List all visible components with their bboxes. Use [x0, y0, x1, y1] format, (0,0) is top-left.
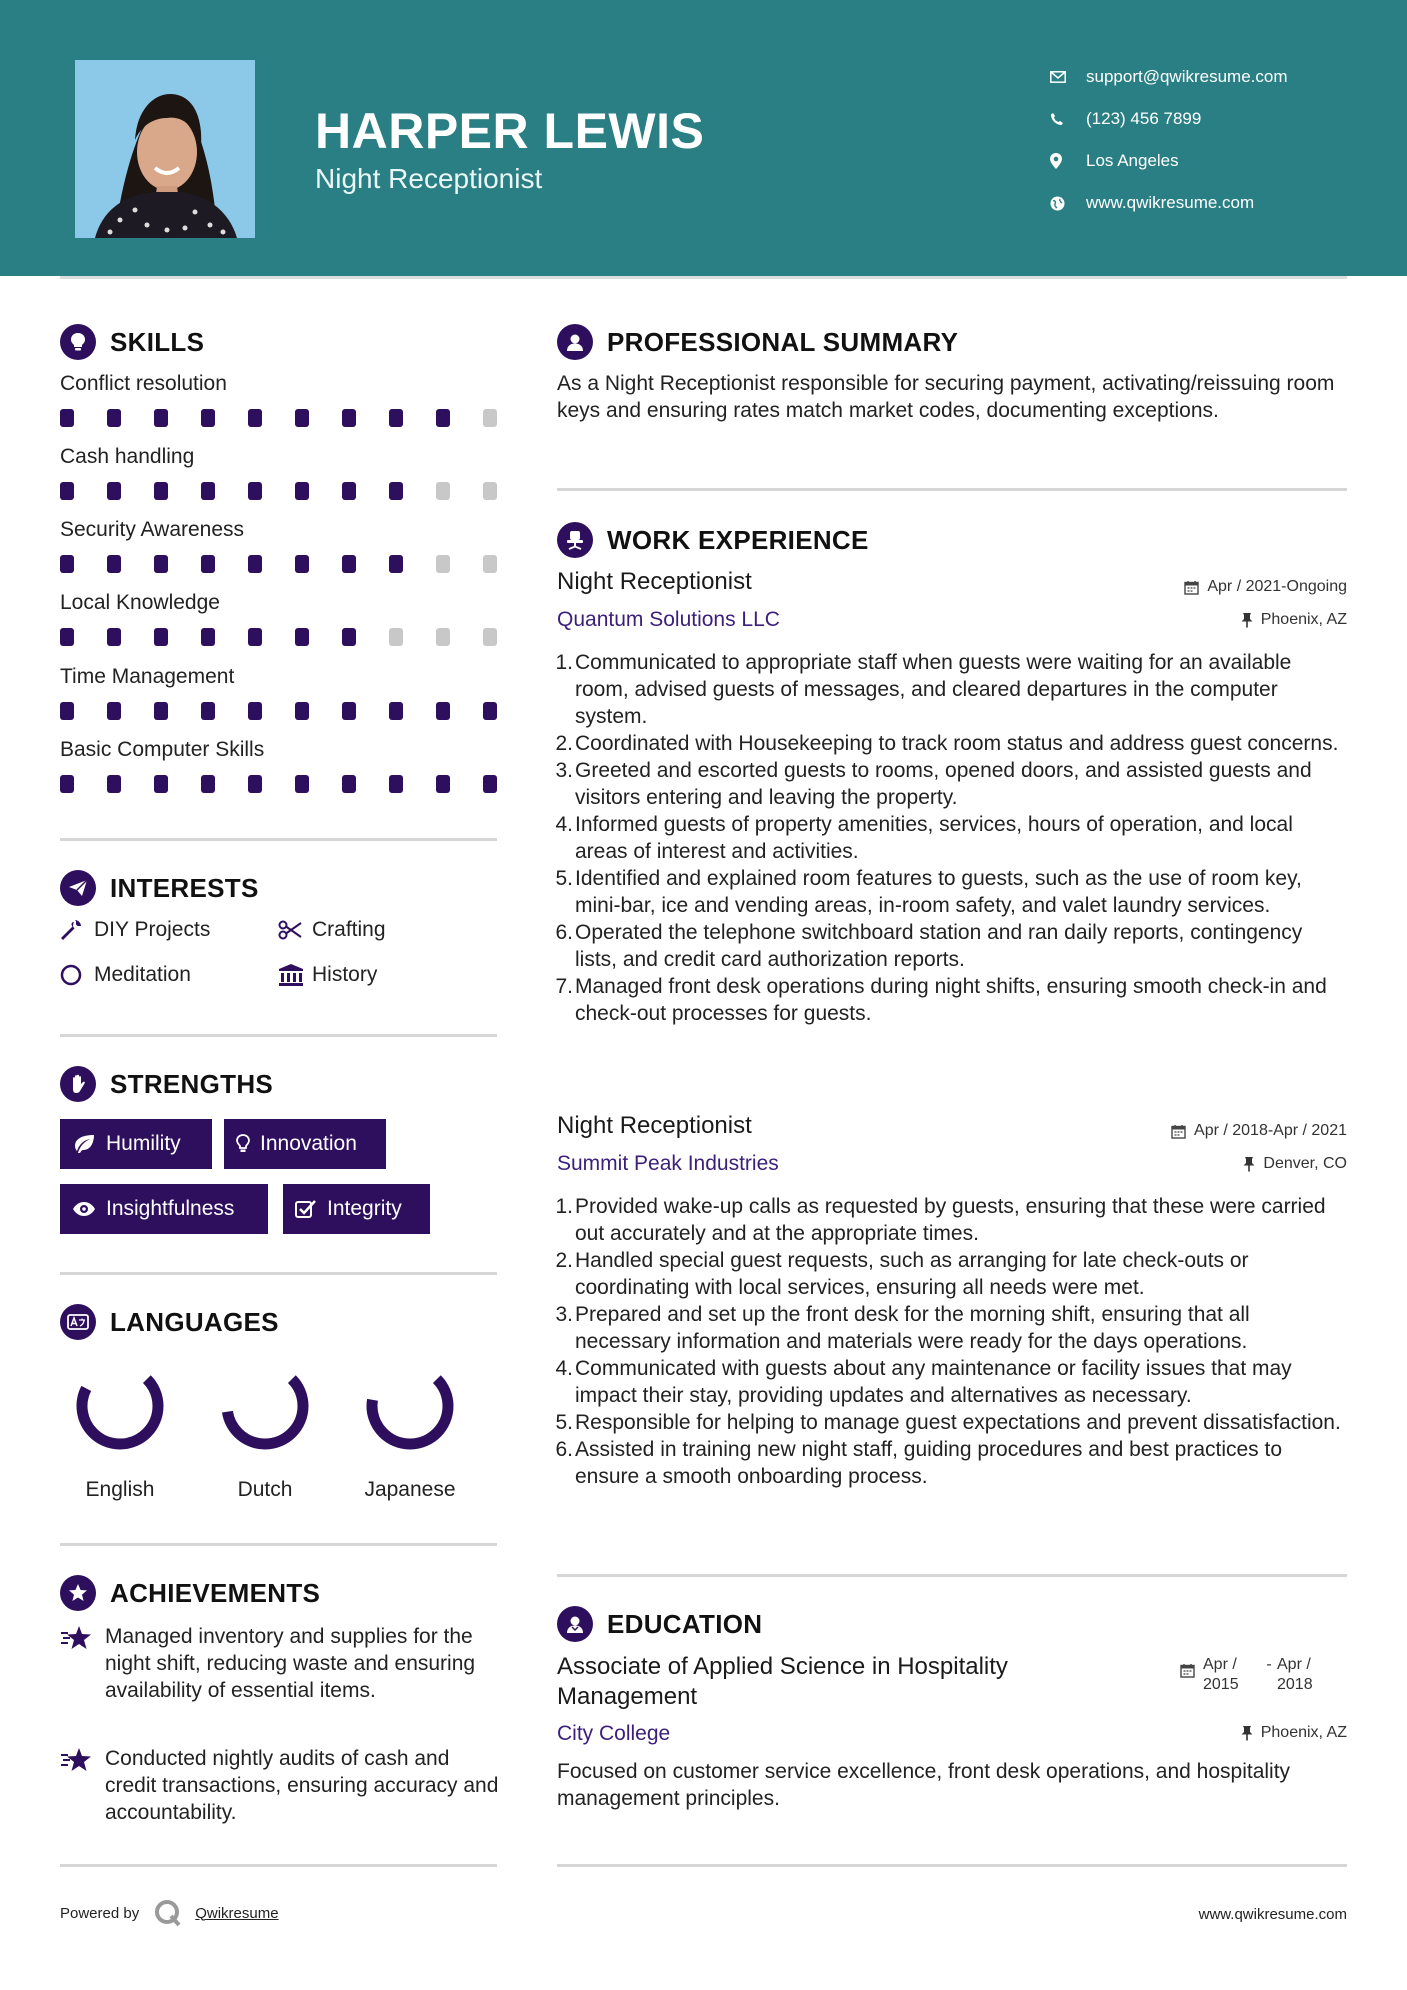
responsibility-text: Identified and explained room features to guests, such as the use of room key, mini-bar, ice and vending areas, in-room safety, and valet laundry services. — [575, 867, 1302, 917]
skill-dot — [342, 482, 356, 500]
experience-heading — [557, 522, 869, 558]
skill-dot — [60, 775, 74, 793]
skills-heading — [60, 324, 204, 360]
skill-dot — [248, 555, 262, 573]
experience-title: WORK EXPERIENCE — [607, 524, 869, 555]
contact-website-text: www.qwikresume.com — [1086, 193, 1255, 212]
skill-dot — [248, 482, 262, 500]
footer-website[interactable]: www.qwikresume.com — [1198, 1906, 1347, 1923]
contact-email[interactable] — [1050, 56, 1288, 98]
section-divider — [60, 1543, 497, 1546]
qwikresume-logo-icon — [153, 1898, 183, 1928]
responsibility-item: 3. Greeted and escorted guests to rooms, opened doors, and assisted guests and visitors entering and leaving the property. — [555, 759, 1312, 809]
skill-dot — [154, 628, 168, 646]
graduate-icon — [557, 1606, 593, 1642]
phone-icon — [1050, 112, 1086, 126]
responsibility-text: Prepared and set up the front desk for the morning shift, ensuring that all necessary information and materials were ready for the days operations. — [575, 1303, 1250, 1353]
pushpin-icon — [1243, 1156, 1255, 1172]
skill-dot — [248, 702, 262, 720]
skill-dot — [201, 555, 215, 573]
languages-title: LANGUAGES — [110, 1306, 279, 1337]
education-title: EDUCATION — [607, 1608, 763, 1639]
interest-item — [60, 963, 191, 987]
language-level-ring — [70, 1356, 170, 1456]
skill-dot — [342, 409, 356, 427]
job-dates-text: Apr / 2021-Ongoing — [1207, 578, 1347, 595]
calendar-icon — [1171, 1124, 1186, 1139]
skill-dot — [107, 628, 121, 646]
skill-dot — [389, 482, 403, 500]
company-name: Quantum Solutions LLC — [557, 608, 780, 631]
qwikresume-link[interactable]: Qwikresume — [195, 1904, 279, 1922]
skill-dot — [342, 775, 356, 793]
responsibility-text: Managed front desk operations during night shifts, ensuring smooth check-in and check-out processes for guests. — [575, 975, 1327, 1025]
interest-item — [278, 963, 377, 987]
languages-heading — [60, 1304, 279, 1340]
skill-dot — [154, 702, 168, 720]
strengths-heading — [60, 1066, 273, 1102]
calendar-icon — [1184, 580, 1199, 595]
candidate-role: Night Receptionist — [315, 163, 543, 194]
skills-title: SKILLS — [110, 326, 205, 357]
skill-dot — [154, 482, 168, 500]
responsibility-text: Assisted in training new night staff, guiding procedures and best practices to ensure a smooth onboarding process. — [575, 1438, 1283, 1488]
responsibility-item: 4. Communicated with guests about any maintenance or facility issues that may impact their stay, providing updates and alternatives as necessary. — [555, 1357, 1292, 1407]
wrench-icon — [60, 919, 94, 941]
header-divider — [60, 276, 1347, 279]
interest-item — [278, 918, 386, 942]
strength-label: Integrity — [327, 1197, 402, 1220]
skill-dot — [60, 555, 74, 573]
skill-dot — [295, 555, 309, 573]
skill-dot — [107, 409, 121, 427]
skill-dot — [436, 628, 450, 646]
skill-dot — [107, 702, 121, 720]
achievements-heading — [60, 1575, 320, 1611]
skill-dot — [201, 775, 215, 793]
language-level-ring — [215, 1356, 315, 1456]
responsibility-item: 5. Identified and explained room features to guests, such as the use of room key, mini-bar, ice and vending areas, in-room safety, and valet laundry services. — [555, 867, 1302, 917]
skill-dot — [436, 702, 450, 720]
strength-chip — [60, 1119, 212, 1169]
skill-label: Conflict resolution — [60, 372, 227, 395]
skill-dot — [389, 702, 403, 720]
contact-website[interactable] — [1050, 182, 1288, 224]
calendar-icon — [1180, 1655, 1195, 1695]
language-icon — [60, 1304, 96, 1340]
skill-rating — [60, 555, 530, 573]
responsibility-item: 3. Prepared and set up the front desk for the morning shift, ensuring that all necessary information and materials were ready for the days operations. — [555, 1303, 1250, 1353]
powered-by-label: Powered by — [60, 1904, 140, 1922]
globe-icon — [1050, 196, 1086, 211]
skill-label: Security Awareness — [60, 518, 245, 541]
star-badge-icon — [60, 1575, 96, 1611]
check-square-icon — [295, 1199, 317, 1219]
interest-label: Crafting — [312, 918, 386, 941]
contact-location-text: Los Angeles — [1086, 151, 1179, 170]
interest-label: DIY Projects — [94, 918, 211, 941]
responsibility-item: 2. Coordinated with Housekeeping to track room status and address guest concerns. — [555, 732, 1339, 755]
skill-dot — [295, 482, 309, 500]
skill-dot — [154, 409, 168, 427]
skill-dot — [295, 702, 309, 720]
lightbulb-icon — [60, 324, 96, 360]
language-label: Dutch — [237, 1478, 293, 1501]
skill-dot — [107, 775, 121, 793]
contact-email-text: support@qwikresume.com — [1086, 67, 1288, 86]
education-dates: Apr / 2015 - Apr / 2018 — [1180, 1655, 1329, 1695]
contact-location — [1050, 140, 1288, 182]
leaf-icon — [72, 1134, 96, 1154]
responsibility-text: Handled special guest requests, such as arranging for late check-outs or coordinating with local services, ensuring all needs were met. — [575, 1249, 1249, 1299]
summary-title: PROFESSIONAL SUMMARY — [607, 326, 959, 357]
skill-rating — [60, 409, 530, 427]
skill-dot — [342, 555, 356, 573]
skill-dot — [154, 555, 168, 573]
skill-dot — [201, 628, 215, 646]
summary-text: As a Night Receptionist responsible for securing payment, activating/reissuing room keys and ensuring rates match market codes, documenting exceptions. — [557, 372, 1335, 422]
job-location — [1241, 611, 1347, 629]
responsibility-item: 2. Handled special guest requests, such as arranging for late check-outs or coordinating with local services, ensuring all needs were met. — [555, 1249, 1249, 1299]
company-name: Summit Peak Industries — [557, 1152, 779, 1175]
strength-chip — [60, 1184, 268, 1234]
skill-rating — [60, 628, 530, 646]
lightbulb-icon — [236, 1134, 250, 1154]
section-divider — [60, 1272, 497, 1275]
skill-dot — [483, 482, 497, 500]
skill-dot — [107, 555, 121, 573]
skill-dot — [483, 555, 497, 573]
job-location — [1243, 1155, 1347, 1173]
language-label: English — [85, 1478, 155, 1501]
school-name: City College — [557, 1722, 671, 1745]
responsibility-item: 1. Communicated to appropriate staff when guests were waiting for an available room, advised guests of messages, and cleared departures in the computer system. — [555, 651, 1292, 728]
education-heading — [557, 1606, 762, 1642]
contact-list — [1050, 56, 1288, 224]
language-level-ring — [360, 1356, 460, 1456]
responsibility-item: 5. Responsible for helping to manage guest expectations and prevent dissatisfaction. — [555, 1411, 1341, 1434]
eye-icon — [72, 1201, 96, 1217]
skill-dot — [342, 702, 356, 720]
skill-dot — [483, 628, 497, 646]
achievements-title: ACHIEVEMENTS — [110, 1577, 321, 1608]
skill-dot — [483, 409, 497, 427]
interest-label: Meditation — [94, 963, 191, 986]
interests-heading — [60, 870, 259, 906]
interests-title: INTERESTS — [110, 872, 259, 903]
strengths-title: STRENGTHS — [110, 1068, 274, 1099]
skill-dot — [483, 702, 497, 720]
skill-dot — [60, 482, 74, 500]
skill-dot — [436, 482, 450, 500]
skill-dot — [436, 775, 450, 793]
paper-plane-icon — [60, 870, 96, 906]
skill-dot — [389, 775, 403, 793]
pushpin-icon — [1241, 1725, 1253, 1741]
pushpin-icon — [1241, 612, 1253, 628]
strength-chip — [283, 1184, 430, 1234]
education-location — [1241, 1724, 1347, 1742]
section-divider — [60, 838, 497, 841]
skill-dot — [107, 482, 121, 500]
responsibility-text: Operated the telephone switchboard station and ran daily reports, contingency lists, and credit card authorization reports. — [575, 921, 1303, 971]
interest-item — [60, 918, 210, 942]
responsibility-item: 4. Informed guests of property amenities, services, hours of operation, and local areas of interest and activities. — [555, 813, 1293, 863]
language-item — [200, 1356, 330, 1502]
skill-dot — [342, 628, 356, 646]
job-responsibilities — [557, 1193, 1347, 1490]
skill-dot — [295, 628, 309, 646]
star-icon — [60, 1623, 105, 1704]
responsibility-item: 6. Operated the telephone switchboard station and ran daily reports, contingency lists, and credit card authorization reports. — [555, 921, 1303, 971]
job-location-text: Denver, CO — [1263, 1155, 1347, 1172]
skill-dot — [60, 409, 74, 427]
job-dates-text: Apr / 2018-Apr / 2021 — [1194, 1122, 1347, 1139]
language-item — [345, 1356, 475, 1502]
profile-photo — [75, 60, 255, 238]
education-location-text: Phoenix, AZ — [1260, 1724, 1347, 1741]
skill-dot — [201, 409, 215, 427]
contact-phone-text: (123) 456 7899 — [1086, 109, 1202, 128]
section-divider — [60, 1864, 497, 1867]
interest-label: History — [312, 963, 378, 986]
education-description: Focused on customer service excellence, front desk operations, and hospitality management principles. — [557, 1760, 1291, 1810]
star-icon — [60, 1745, 105, 1826]
degree-title: Associate of Applied Science in Hospitality Management — [557, 1653, 1008, 1710]
skill-rating — [60, 482, 530, 500]
envelope-icon — [1050, 71, 1086, 83]
job-location-text: Phoenix, AZ — [1260, 611, 1347, 628]
skill-dot — [389, 628, 403, 646]
responsibility-text: Responsible for helping to manage guest expectations and prevent dissatisfaction. — [575, 1411, 1341, 1434]
skill-dot — [295, 775, 309, 793]
summary-heading — [557, 324, 958, 360]
hand-icon — [60, 1066, 96, 1102]
responsibility-item: 1. Provided wake-up calls as requested by guests, ensuring that these were carried out accurately and at the appropriate times. — [555, 1195, 1326, 1245]
section-divider — [557, 1864, 1347, 1867]
job-title: Night Receptionist — [557, 1112, 752, 1139]
contact-phone[interactable] — [1050, 98, 1288, 140]
achievement-text: Managed inventory and supplies for the night shift, reducing waste and ensuring availability of essential items. — [105, 1625, 476, 1702]
skill-rating — [60, 775, 530, 793]
language-item — [55, 1356, 185, 1502]
office-chair-icon — [557, 522, 593, 558]
skill-dot — [248, 628, 262, 646]
skill-dot — [60, 702, 74, 720]
skill-dot — [248, 409, 262, 427]
user-icon — [557, 324, 593, 360]
responsibility-item: 7. Managed front desk operations during night shifts, ensuring smooth check-in and check-out processes for guests. — [555, 975, 1327, 1025]
responsibility-text: Provided wake-up calls as requested by guests, ensuring that these were carried out accurately and at the appropriate times. — [575, 1195, 1326, 1245]
skill-dot — [248, 775, 262, 793]
skill-rating — [60, 702, 530, 720]
resume-header — [0, 0, 1407, 276]
bank-icon — [278, 963, 312, 987]
skill-dot — [389, 555, 403, 573]
responsibility-text: Greeted and escorted guests to rooms, opened doors, and assisted guests and visitors entering and leaving the property. — [575, 759, 1312, 809]
strength-label: Humility — [106, 1132, 181, 1155]
responsibility-item: 6. Assisted in training new night staff, guiding procedures and best practices to ensure a smooth onboarding process. — [555, 1438, 1283, 1488]
responsibility-text: Coordinated with Housekeeping to track room status and address guest concerns. — [575, 732, 1339, 755]
job-dates — [1171, 1122, 1347, 1140]
skill-dot — [436, 409, 450, 427]
strength-label: Insightfulness — [106, 1197, 235, 1220]
skill-dot — [436, 555, 450, 573]
section-divider — [557, 1574, 1347, 1577]
responsibility-text: Communicated with guests about any maintenance or facility issues that may impact their stay, providing updates and alternatives as necessary. — [575, 1357, 1292, 1407]
education-end: Apr / 2018 — [1277, 1656, 1313, 1693]
skill-dot — [201, 482, 215, 500]
job-dates — [1184, 578, 1347, 596]
skill-dot — [201, 702, 215, 720]
section-divider — [60, 1034, 497, 1037]
circle-icon — [60, 964, 94, 986]
achievement-item — [60, 1623, 500, 1704]
scissors-icon — [278, 920, 312, 940]
skill-dot — [389, 409, 403, 427]
language-label: Japanese — [364, 1478, 456, 1501]
skill-dot — [295, 409, 309, 427]
education-start: Apr / 2015 — [1203, 1656, 1239, 1693]
section-divider — [557, 488, 1347, 491]
job-responsibilities — [557, 649, 1347, 1027]
candidate-name: HARPER LEWIS — [315, 103, 705, 159]
skill-dot — [60, 628, 74, 646]
achievement-item — [60, 1745, 500, 1826]
skill-dot — [483, 775, 497, 793]
job-title: Night Receptionist — [557, 568, 752, 595]
skill-label: Local Knowledge — [60, 591, 220, 614]
responsibility-text: Communicated to appropriate staff when guests were waiting for an available room, advised guests of messages, and cleared departures in the computer system. — [575, 651, 1292, 728]
skill-label: Time Management — [60, 665, 235, 688]
skill-label: Cash handling — [60, 445, 195, 468]
skill-dot — [154, 775, 168, 793]
footer-powered-by — [60, 1898, 279, 1928]
strength-label: Innovation — [260, 1132, 357, 1155]
map-pin-icon — [1050, 153, 1086, 169]
strength-chip — [224, 1119, 386, 1169]
achievement-text: Conducted nightly audits of cash and credit transactions, ensuring accuracy and accountability. — [105, 1747, 499, 1824]
responsibility-text: Informed guests of property amenities, services, hours of operation, and local areas of interest and activities. — [575, 813, 1293, 863]
skill-label: Basic Computer Skills — [60, 738, 265, 761]
